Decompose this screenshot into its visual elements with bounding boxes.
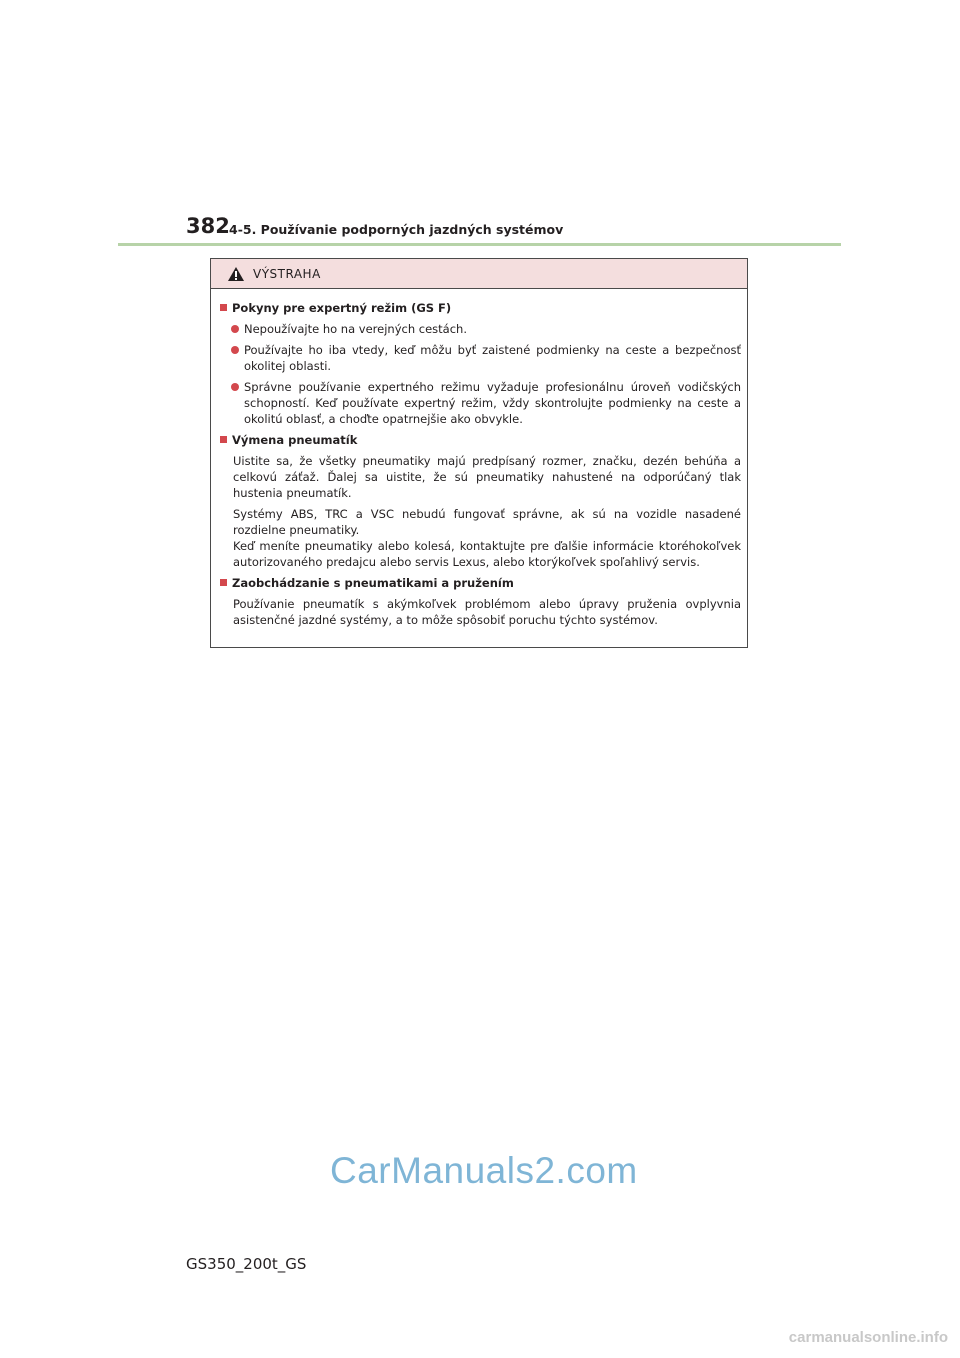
circle-bullet-icon (231, 346, 239, 354)
section-heading (219, 300, 741, 316)
list-item-text: Nepoužívajte ho na verejných cestách. (244, 322, 467, 336)
section-heading (219, 575, 741, 591)
list-item-text: Používajte ho iba vtedy, keď môžu byť zaistené podmienky na ceste a bezpečnosť okolitej oblasti. (244, 343, 741, 373)
page-number: 382 (186, 214, 230, 238)
list-item (231, 379, 741, 427)
section-heading-text: Výmena pneumatík (232, 433, 358, 447)
footer-model-code: GS350_200t_GS (186, 1255, 307, 1273)
section-heading-text: Zaobchádzanie s pneumatikami a pružením (232, 576, 514, 590)
corner-watermark-link[interactable]: carmanualsonline.info (788, 1329, 948, 1346)
paragraph: Uistite sa, že všetky pneumatiky majú predpísaný rozmer, značku, dezén behúňa a celkovú záťaž. Ďalej sa uistite, že sú pneumatiky nahustené na odporúčaný tlak hustenia pneumatík. (233, 454, 741, 500)
circle-bullet-icon (231, 383, 239, 391)
warning-label: VÝSTRAHA (253, 266, 321, 281)
circle-bullet-icon (231, 325, 239, 333)
square-bullet-icon (220, 579, 227, 586)
warning-header (211, 259, 747, 289)
watermark-logo: CarManuals2.com (330, 1150, 638, 1191)
square-bullet-icon (220, 304, 227, 311)
list-item-text: Správne používanie expertného režimu vyžaduje profesionálnu úroveň vodičských schopností. Keď používate expertný režim, vždy skontrolujte podmienky na ceste a okolitú oblasť, a choďte opatrnejšie ako obvykle. (244, 380, 741, 426)
list-item (231, 342, 741, 374)
paragraph: Keď meníte pneumatiky alebo kolesá, kontaktujte pre ďalšie informácie ktoréhokoľvek autorizovaného predajcu alebo servis Lexus, alebo ktorýkoľvek spoľahlivý servis. (233, 539, 741, 569)
section-heading-text: Pokyny pre expertný režim (GS F) (232, 301, 452, 315)
warning-triangle-icon (227, 266, 245, 282)
section-heading (219, 432, 741, 448)
square-bullet-icon (220, 436, 227, 443)
paragraph: Systémy ABS, TRC a VSC nebudú fungovať správne, ak sú na vozidle nasadené rozdielne pneumatiky. (233, 507, 741, 537)
section-title: 4-5. Používanie podporných jazdných systémov (229, 222, 564, 237)
header-divider (118, 243, 841, 246)
warning-box (210, 258, 748, 648)
paragraph: Používanie pneumatík s akýmkoľvek problémom alebo úpravy pruženia ovplyvnia asistenčné jazdné systémy, a to môže spôsobiť poruchu týchto systémov. (233, 597, 741, 627)
warning-body (211, 289, 747, 628)
list-item (231, 321, 741, 337)
